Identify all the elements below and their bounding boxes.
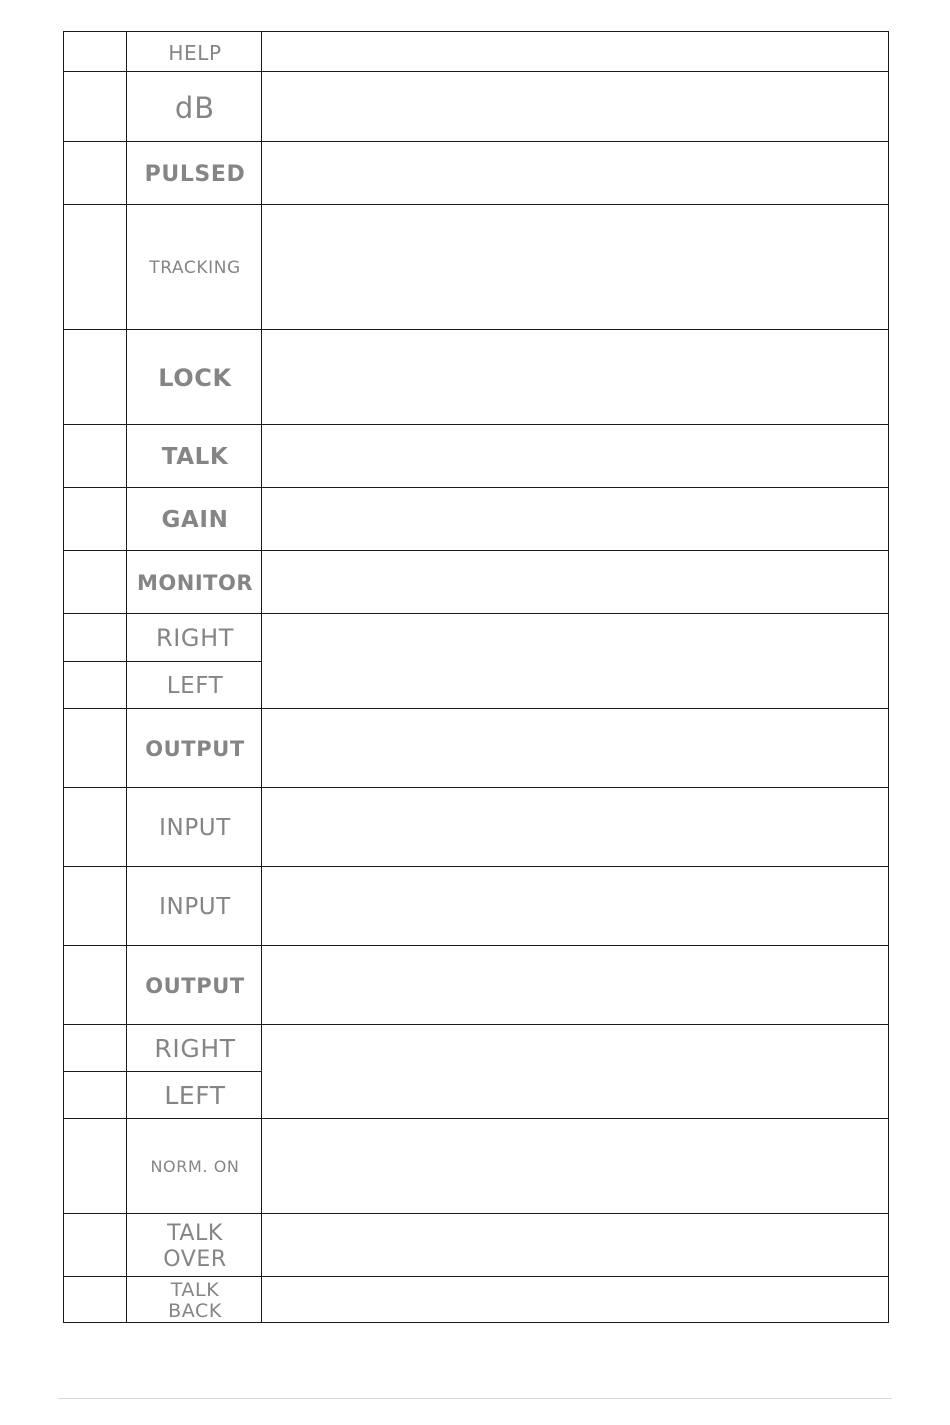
row-label-output: OUTPUT [145,974,245,999]
table-border-left [63,31,64,1323]
row-label-tracking: TRACKING [149,257,241,278]
row-label-norm-on: NORM. ON [150,1157,240,1177]
table-border-right [888,31,889,1323]
row-label-pulsed: PULSED [144,161,246,187]
row-label-right: RIGHT [155,624,235,653]
row-label-input: INPUT [159,894,231,921]
row-label-db: dB [174,90,216,125]
row-label-input: INPUT [159,815,231,842]
row-label-lock: LOCK [158,363,232,392]
row-label-talk-over: TALK OVER [163,1221,227,1272]
row-label-gain: GAIN [161,507,229,534]
row-label-left: LEFT [166,673,224,700]
row-label-right: RIGHT [154,1034,236,1064]
row-label-output: OUTPUT [145,737,245,762]
row-label-left: LEFT [164,1081,226,1111]
table-column-divider [126,31,127,1323]
row-label-help: HELP [168,40,222,65]
row-label-talk: TALK [161,444,229,471]
row-label-monitor: MONITOR [137,571,253,596]
row-label-talk-back: TALK BACK [168,1279,222,1322]
table-rule [63,31,889,32]
footer-divider [58,1398,892,1399]
